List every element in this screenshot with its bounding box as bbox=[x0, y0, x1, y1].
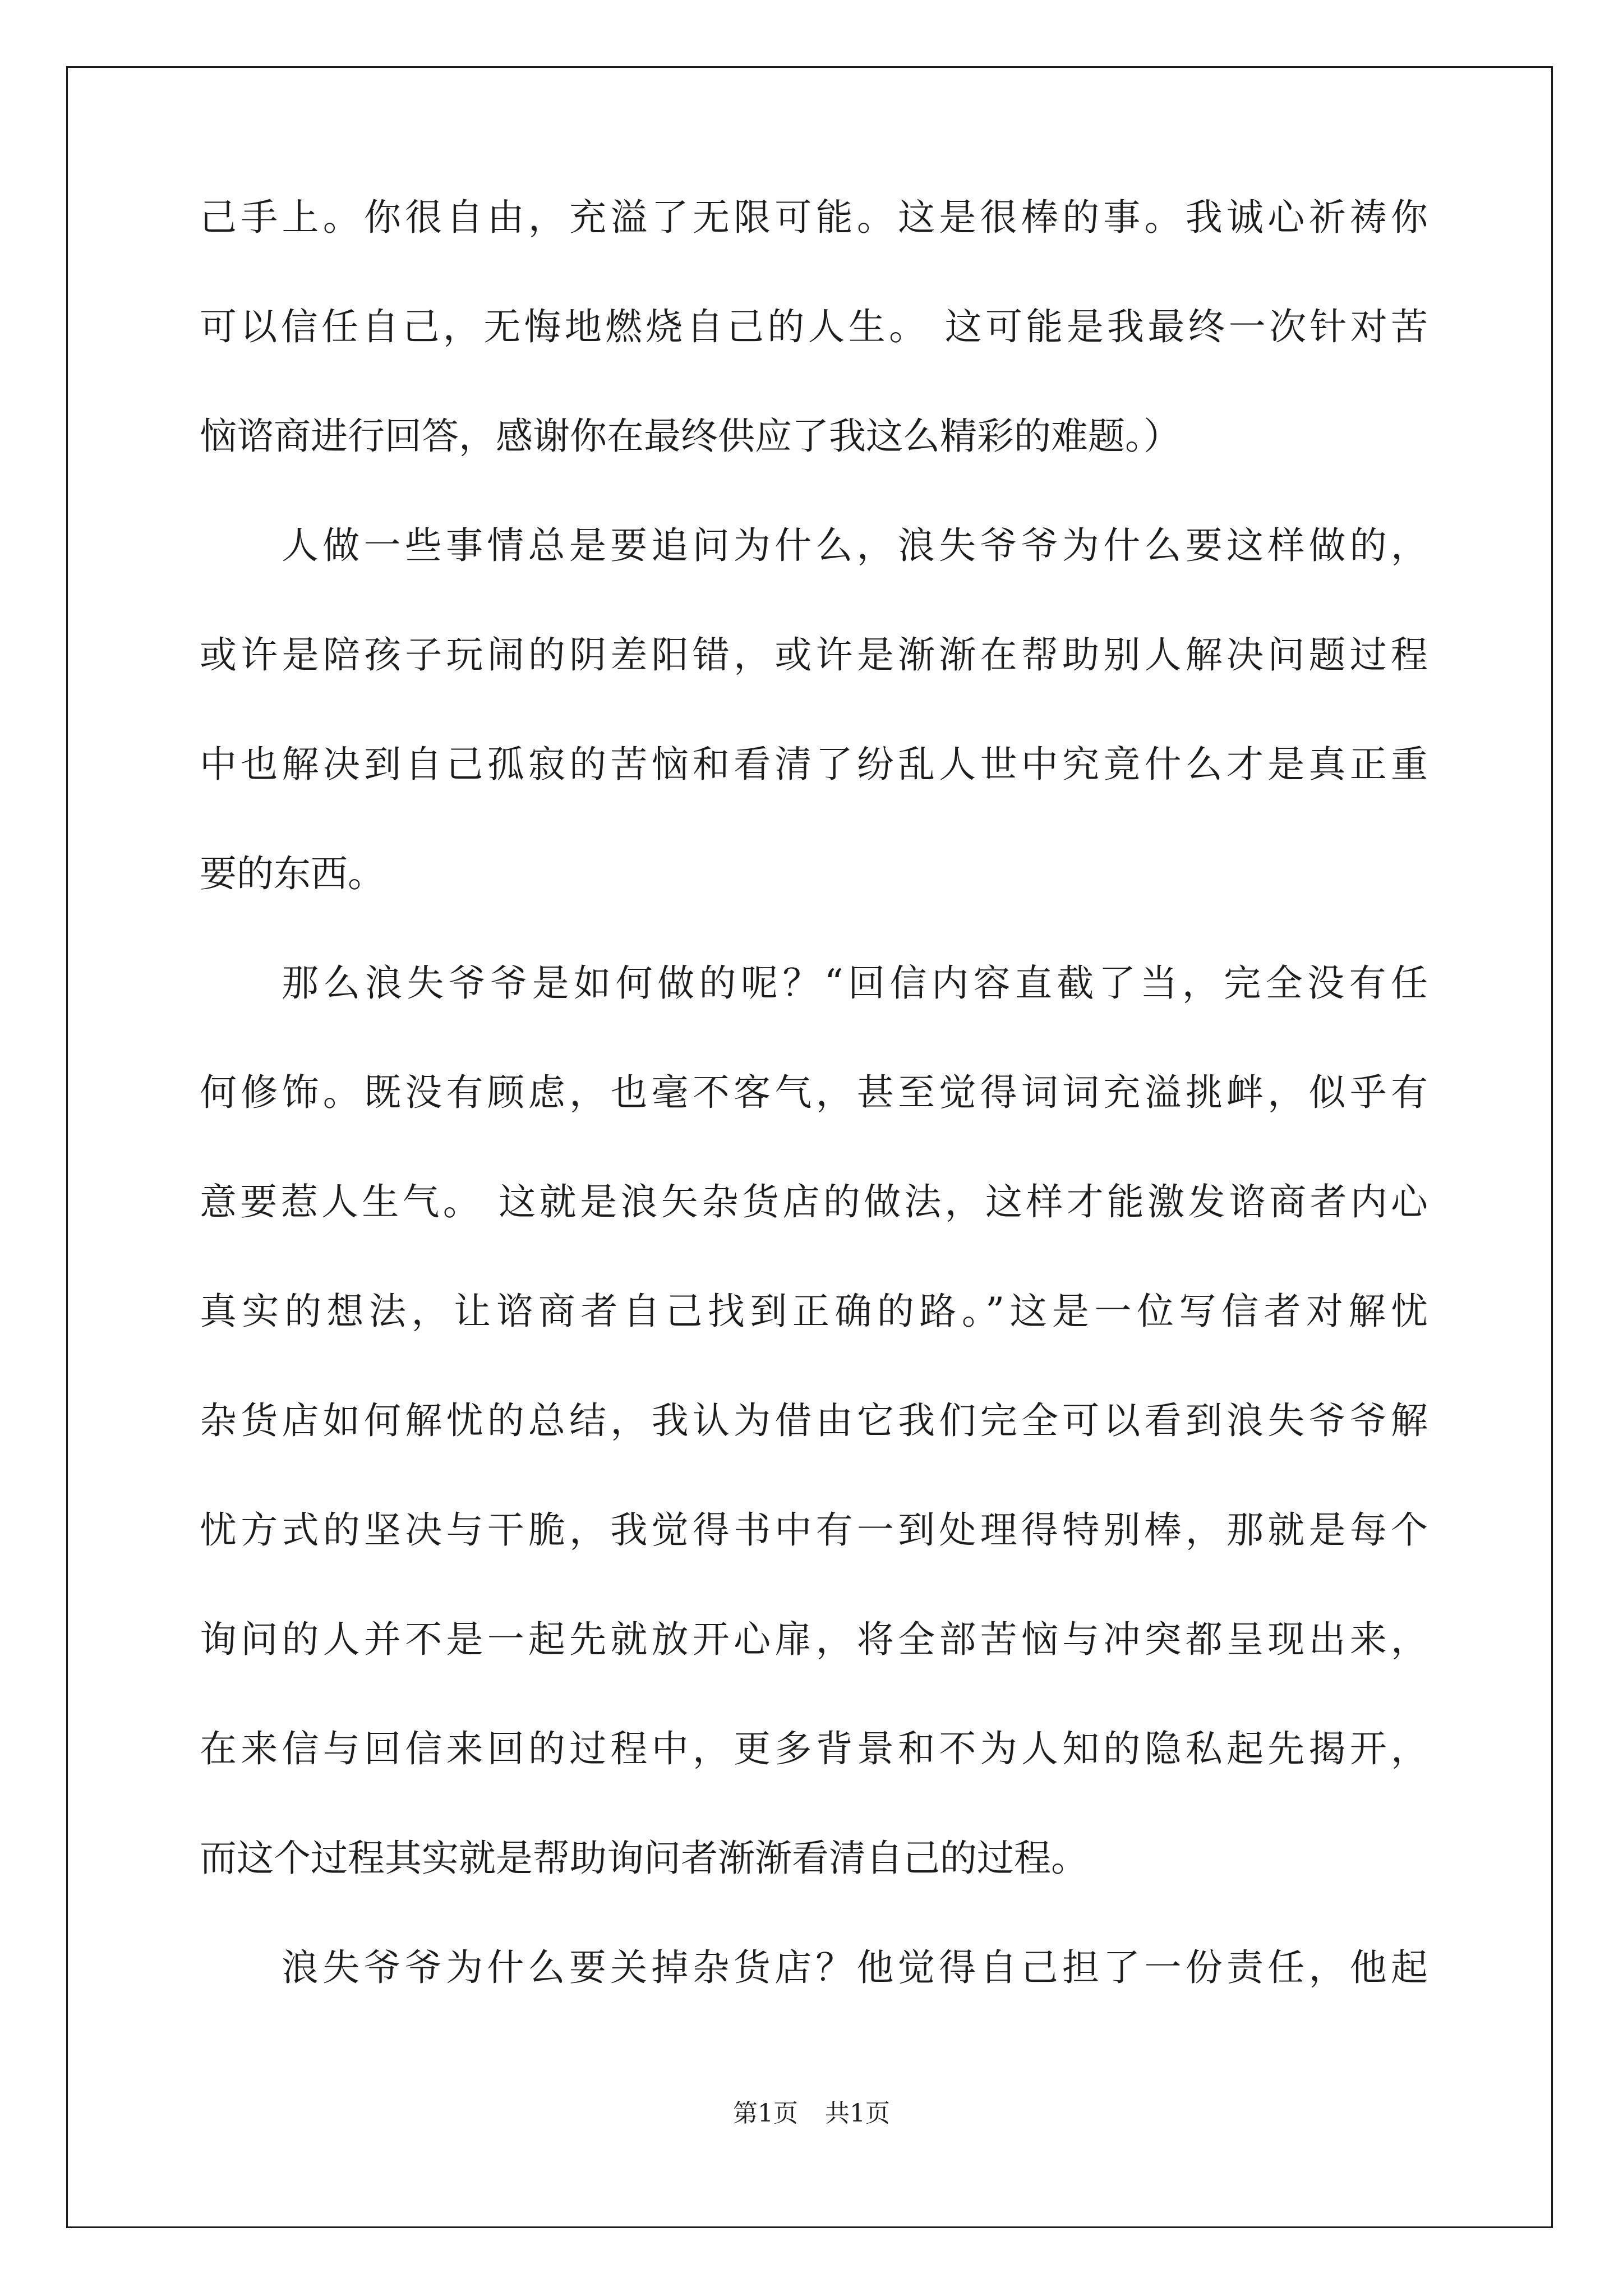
text-line: 浪失爷爷为什么要关掉杂货店？他觉得自己担了一份责任，他起 bbox=[282, 1946, 1428, 1989]
text-line: 人做一些事情总是要追问为什么，浪失爷爷为什么要这样做的， bbox=[282, 524, 1428, 567]
text-line: 而这个过程其实就是帮助询问者渐渐看清自己的过程。 bbox=[200, 1837, 1088, 1880]
text-line: 恼谘商进行回答，感谢你在最终供应了我这么精彩的难题。） bbox=[200, 415, 1181, 458]
text-line: 可以信任自己，无悔地燃烧自己的人生。 这可能是我最终一次针对苦 bbox=[200, 305, 1428, 348]
text-line: 要的东西。 bbox=[200, 852, 385, 895]
text-line: 在来信与回信来回的过程中，更多背景和不为人知的隐私起先揭开， bbox=[200, 1727, 1428, 1770]
page-frame bbox=[66, 66, 1553, 2228]
text-line: 那么浪失爷爷是如何做的呢？“回信内容直截了当，完全没有任 bbox=[282, 961, 1428, 1005]
text-line: 询问的人并不是一起先就放开心扉，将全部苦恼与冲突都呈现出来， bbox=[200, 1618, 1428, 1661]
text-line: 忧方式的坚决与干脆，我觉得书中有一到处理得特别棒，那就是每个 bbox=[200, 1508, 1428, 1552]
page-total-label: 共1页 bbox=[825, 2099, 890, 2128]
text-line: 何修饰。既没有顾虑，也毫不客气，甚至觉得词词充溢挑衅，似乎有 bbox=[200, 1071, 1428, 1114]
text-line: 或许是陪孩子玩闹的阴差阳错，或许是渐渐在帮助别人解决问题过程 bbox=[200, 633, 1428, 677]
page-number-label: 第1页 bbox=[733, 2099, 798, 2128]
text-line: 己手上。你很自由，充溢了无限可能。这是很棒的事。我诚心祈祷你 bbox=[200, 196, 1428, 239]
text-line: 杂货店如何解忧的总结，我认为借由它我们完全可以看到浪失爷爷解 bbox=[200, 1399, 1428, 1442]
text-line: 中也解决到自己孤寂的苦恼和看清了纷乱人世中究竟什么才是真正重 bbox=[200, 743, 1428, 786]
page-footer bbox=[0, 2097, 1623, 2131]
text-line: 真实的想法，让谘商者自己找到正确的路。”这是一位写信者对解忧 bbox=[200, 1290, 1428, 1333]
text-line: 意要惹人生气。 这就是浪矢杂货店的做法，这样才能激发谘商者内心 bbox=[200, 1180, 1428, 1223]
